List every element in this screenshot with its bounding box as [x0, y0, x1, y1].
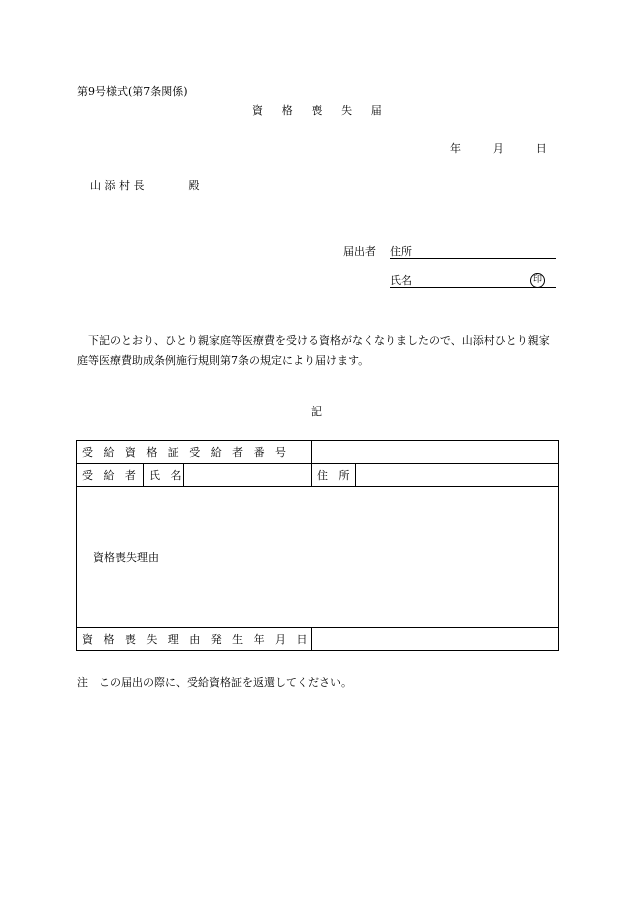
recipient-address-label: 住所 [312, 464, 356, 487]
name-label: 氏名 [390, 274, 412, 287]
addressee: 山 添 村 長 殿 [90, 179, 200, 192]
note: 注 この届出の際に、受給資格証を返還してください。 [77, 676, 352, 689]
seal-mark: 印 [530, 273, 545, 288]
table-row [77, 464, 559, 487]
form-table [76, 440, 559, 651]
body-text: 下記のとおり、ひとり親家庭等医療費を受ける資格がなくなりましたので、山添村ひとり親家庭等医療費助成条例施行規則第7条の規定により届けます。 [77, 334, 550, 367]
name-underline [390, 287, 556, 288]
document-title: 資 格 喪 失 届 [252, 104, 386, 117]
ki-heading: 記 [311, 405, 322, 418]
recipient-number-label: 受給資格証受給者番号 [77, 441, 312, 464]
recipient-label: 受給者 [77, 464, 144, 487]
address-underline [390, 258, 556, 259]
date-line: 年 月 日 [450, 142, 551, 155]
loss-date-field[interactable] [312, 628, 559, 651]
loss-reason-field[interactable] [77, 487, 559, 628]
loss-date-label: 資格喪失理由発生年月日 [77, 628, 312, 651]
loss-reason-label: 資格喪失理由 [93, 551, 159, 564]
applicant-label: 届出者 [343, 245, 376, 258]
recipient-name-label: 氏名 [144, 464, 184, 487]
table-row [77, 628, 559, 651]
form-number: 第9号様式(第7条関係) [77, 85, 188, 98]
table-row [77, 487, 559, 628]
recipient-name-field[interactable] [184, 464, 312, 487]
table-row [77, 441, 559, 464]
recipient-number-field[interactable] [312, 441, 559, 464]
address-label: 住所 [390, 245, 412, 258]
recipient-address-field[interactable] [356, 464, 559, 487]
